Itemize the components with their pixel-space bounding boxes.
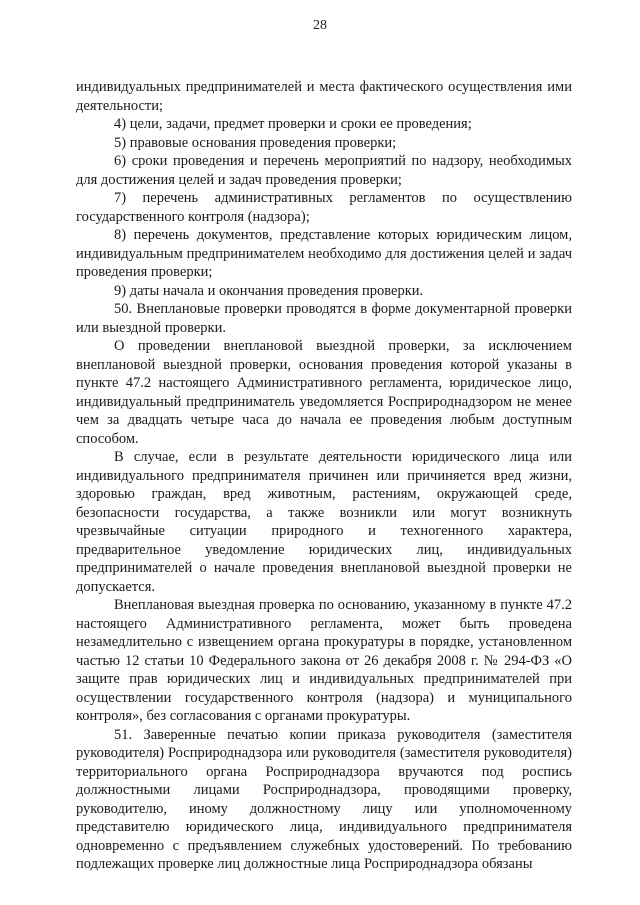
paragraph: 6) сроки проведения и перечень мероприятий по надзору, необходимых для достижения целей и задач проведения проверки; [76,153,572,188]
document-body [76,78,572,874]
paragraph: 4) цели, задачи, предмет проверки и сроки ее проведения; [114,116,472,132]
paragraph: В случае, если в результате деятельности юридического лица или индивидуального предпринимателя причинен или причиняется вред жизни, здоровью граждан, вред животным, растениям, окружающей среде, безопасности государства, а также возникли или могут возникнуть чрезвычайные ситуации природного и техногенного характера, предварительное уведомление юридических лиц, индивидуальных предпринимателей о начале проведения внеплановой выездной проверки не допускается. [76,449,572,595]
paragraph: Внеплановая выездная проверка по основанию, указанному в пункте 47.2 настоящего Административного регламента, может быть проведена незамедлительно с извещением органа прокуратуры в порядке, установленном частью 12 статьи 10 Федерального закона от 26 декабря 2008 г. № 294-ФЗ «О защите прав юридических лиц и индивидуальных предпринимателей при осуществлении государственного контроля (надзора) и муниципального контроля», без согласования с органами прокуратуры. [76,597,572,724]
paragraph: 50. Внеплановые проверки проводятся в форме документарной проверки или выездной проверки. [76,301,572,336]
page-number: 28 [313,18,327,33]
paragraph: О проведении внеплановой выездной проверки, за исключением внеплановой выездной проверки, основания проведения которой указаны в пункте 47.2 настоящего Административного регламента, юридическое лицо, индивидуальный предприниматель уведомляется Росприроднадзором не менее чем за двадцать четыре часа до начала ее проведения любым доступным способом. [76,338,572,447]
paragraph: 7) перечень административных регламентов по осуществлению государственного контроля (надзора); [76,190,572,225]
paragraph: 51. Заверенные печатью копии приказа руководителя (заместителя руководителя) Росприроднадзора или руководителя (заместителя руководителя) территориального органа Росприроднадзора вручаются под роспись должностными лицами Росприроднадзора, проводящими проверку, руководителю, иному должностному лицу или уполномоченному представителю юридического лица, индивидуального предпринимателя одновременно с предъявлением служебных удостоверений. По требованию подлежащих проверке лиц должностные лица Росприроднадзора обязаны [76,726,572,872]
paragraph: индивидуальных предпринимателей и места фактического осуществления ими деятельности; [76,79,572,114]
paragraph: 8) перечень документов, представление которых юридическим лицом, индивидуальным предпринимателем необходимо для достижения целей и задач проведения проверки; [76,227,572,280]
paragraph: 5) правовые основания проведения проверки; [114,134,397,151]
paragraph: 9) даты начала и окончания проведения проверки. [114,282,424,299]
